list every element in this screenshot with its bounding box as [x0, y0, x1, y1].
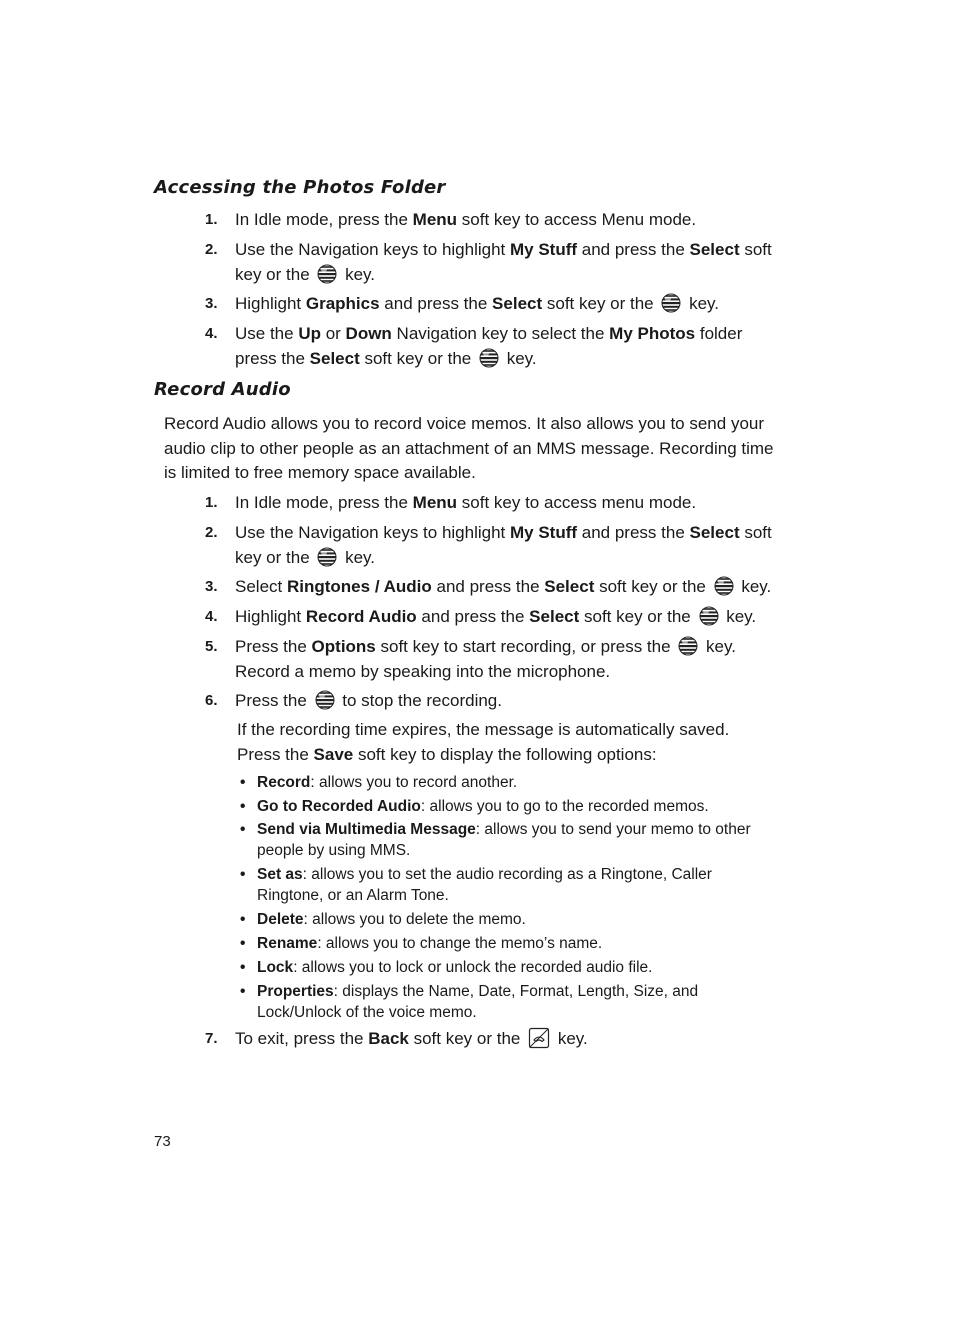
att-globe-key-icon [479, 348, 499, 368]
att-globe-key-icon [678, 636, 698, 656]
att-globe-key-icon [699, 606, 719, 626]
att-globe-key-icon [317, 547, 337, 567]
section-title-record-audio: Record Audio [154, 379, 291, 400]
att-globe-key-icon [714, 576, 734, 596]
expire-note: If the recording time expires, the message is automatically saved. Press the Save soft key to display the following options: [237, 720, 730, 764]
intro-paragraph: Record Audio allows you to record voice memos. It also allows you to send your audio clip to other people as an attachment of an MMS message. Recording time is limited to free memory space available. [164, 414, 774, 482]
att-globe-key-icon [317, 264, 337, 284]
manual-page: Accessing the Photos Folder 1. In Idle mode, press the Menu soft key to access Menu mode. 2. Use the Navigation keys to highlight My Stuff and press the Select soft key or the key. 3. Highlight Graphics and press the Select soft key or the key. 4. Use the Up or Down Navigation key to select the My Photos folder press the Select soft key or the key. Record Audio Record Audio allows you to record voice memos. It also allows you to send your audio clip to other people as an attachment of an MMS message. Recording time is limited to free memory space available. 1. In Idle mode, press the Menu soft key to access menu mode. 2. Use the Navigation keys to highlight My Stuff and press the Select soft key or the key. 3. Select Ringtones / Audio and press the Select soft key or the key. 4. Highlight Record Audio and press the Select soft key or the key. 5. Press the Options soft key to start recording, or press the key. Record a memo by speaking into the microphone. 6. Press the to stop the recording. If the recording time expires, the message is automatically saved. Press the Save soft key to display the following options: • Record: allows you to record another. • Go to Recorded Audio: allows you to go to the recorded memos. • Send via Multimedia Message: allows you to send your memo to other people by using MMS. • Set as: allows you to set the audio recording as a Ringtone, Caller Ringtone, or an Alarm Tone. • Delete: allows you to delete the memo. • Rename: allows you to change the memo’s name. • Lock: allows you to lock or unlock the recorded audio file. • Properties: displays the Name, Date, Format, Length, Size, and Lock/Unlock of the voice memo. 7. To exit, press the Back soft key or the key. 73 [0, 0, 954, 1319]
att-globe-key-icon [315, 690, 335, 710]
att-globe-key-icon [661, 293, 681, 313]
end-key-icon [528, 1027, 550, 1049]
section-title-photos: Accessing the Photos Folder [154, 177, 446, 198]
page-number: 73 [154, 1133, 171, 1150]
